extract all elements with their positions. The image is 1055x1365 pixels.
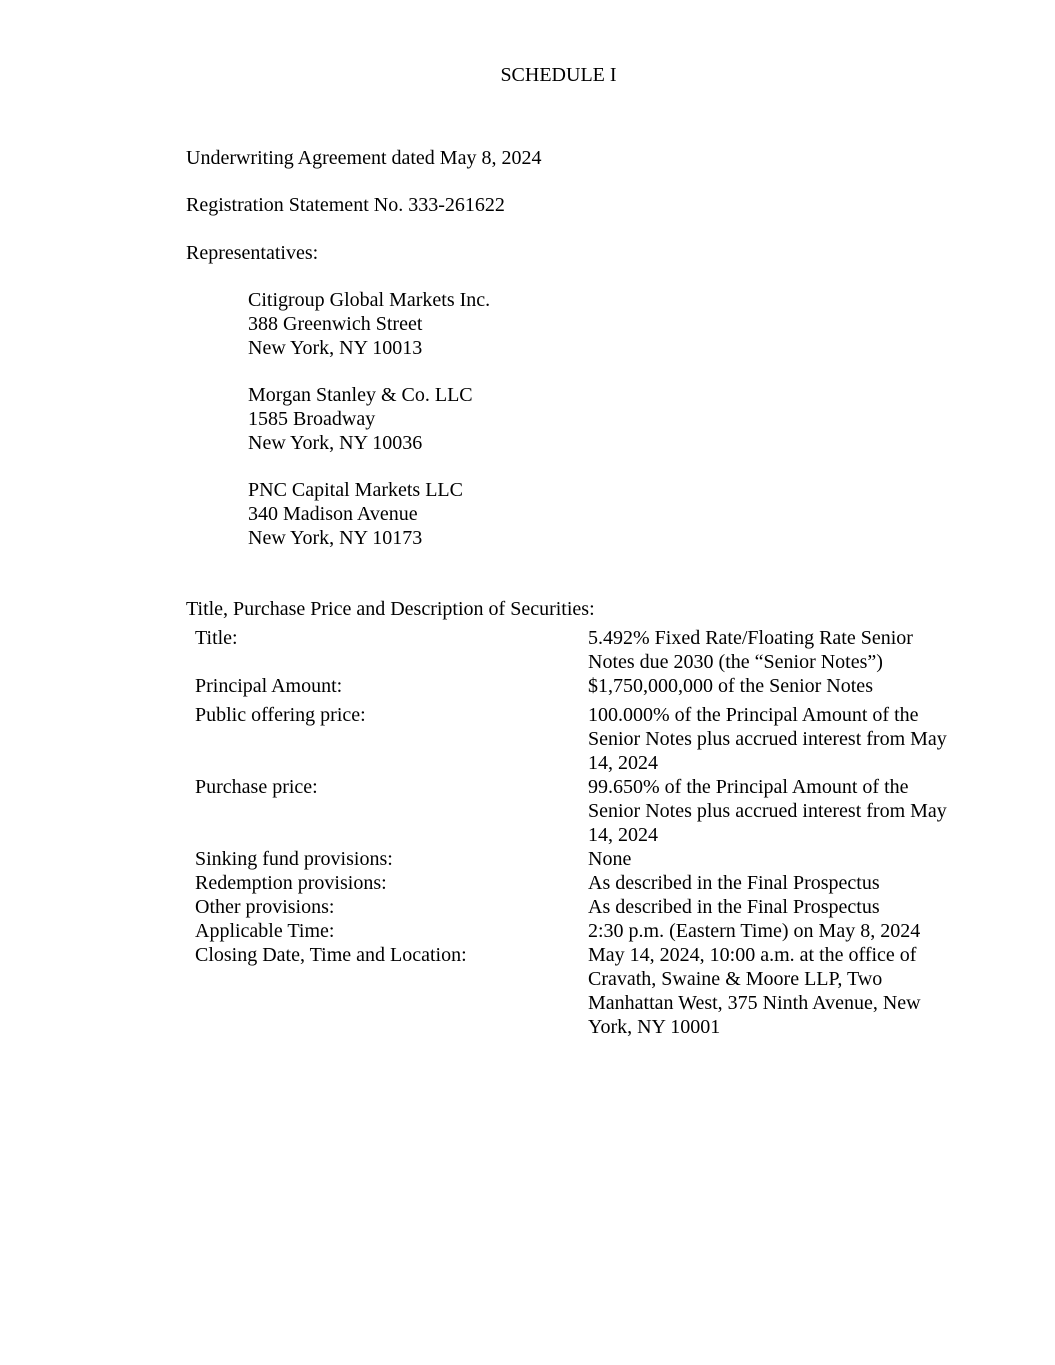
representative-morgan-stanley [248, 383, 473, 455]
term-value [588, 775, 968, 847]
representative-street: 1585 Broadway [248, 408, 376, 430]
term-row-redemption [195, 871, 975, 895]
representative-street: 388 Greenwich Street [248, 313, 423, 335]
term-value [588, 943, 968, 1039]
term-value-line: As described in the Final Prospectus [588, 896, 880, 918]
term-value [588, 871, 968, 895]
term-value [588, 703, 968, 775]
term-value-line: York, NY 10001 [588, 1016, 721, 1038]
term-value-line: Notes due 2030 (the “Senior Notes”) [588, 651, 883, 673]
representative-citigroup [248, 288, 490, 360]
term-label: Redemption provisions: [195, 872, 387, 894]
term-value-line: Manhattan West, 375 Ninth Avenue, New [588, 992, 921, 1014]
term-value-line: 14, 2024 [588, 824, 658, 846]
representative-city: New York, NY 10036 [248, 432, 423, 454]
term-row-sinking-fund [195, 847, 975, 871]
term-label: Other provisions: [195, 896, 335, 918]
term-row-other-provisions [195, 895, 975, 919]
agreement-line: Underwriting Agreement dated May 8, 2024 [186, 147, 542, 169]
term-value-line: Senior Notes plus accrued interest from May [588, 800, 947, 822]
term-label: Sinking fund provisions: [195, 848, 393, 870]
term-row-public-offering-price [195, 703, 975, 775]
term-row-title [195, 626, 975, 674]
representative-city: New York, NY 10173 [248, 527, 423, 549]
representative-name: Citigroup Global Markets Inc. [248, 289, 491, 311]
term-label: Purchase price: [195, 776, 318, 798]
representative-name: PNC Capital Markets LLC [248, 479, 463, 501]
term-value-line: As described in the Final Prospectus [588, 872, 880, 894]
term-value [588, 895, 968, 919]
representative-name: Morgan Stanley & Co. LLC [248, 384, 473, 406]
term-label: Title: [195, 627, 238, 649]
term-value-line: 99.650% of the Principal Amount of the [588, 776, 909, 798]
term-row-applicable-time [195, 919, 975, 943]
term-value-line: 100.000% of the Principal Amount of the [588, 704, 919, 726]
representative-pnc [248, 478, 463, 550]
representatives-label: Representatives: [186, 242, 319, 264]
representative-city: New York, NY 10013 [248, 337, 423, 359]
term-value-line: None [588, 848, 632, 870]
term-label: Applicable Time: [195, 920, 335, 942]
term-value-line: 2:30 p.m. (Eastern Time) on May 8, 2024 [588, 920, 921, 942]
securities-terms-table [195, 626, 975, 1039]
term-value-line: Cravath, Swaine & Moore LLP, Two [588, 968, 883, 990]
representative-street: 340 Madison Avenue [248, 503, 418, 525]
term-row-closing-date [195, 943, 975, 1039]
term-value-line: May 14, 2024, 10:00 a.m. at the office of [588, 944, 917, 966]
term-value-line: $1,750,000,000 of the Senior Notes [588, 675, 873, 697]
term-value [588, 847, 968, 871]
term-value [588, 626, 968, 674]
term-label: Public offering price: [195, 704, 366, 726]
schedule-heading: SCHEDULE I [500, 64, 617, 86]
term-row-principal-amount [195, 674, 975, 698]
term-value-line: Senior Notes plus accrued interest from May [588, 728, 947, 750]
term-value [588, 674, 968, 698]
term-label: Closing Date, Time and Location: [195, 944, 467, 966]
term-value [588, 919, 968, 943]
registration-line: Registration Statement No. 333-261622 [186, 194, 505, 216]
term-row-purchase-price [195, 775, 975, 847]
securities-label: Title, Purchase Price and Description of Securities: [186, 598, 595, 620]
term-value-line: 14, 2024 [588, 752, 658, 774]
term-value-line: 5.492% Fixed Rate/Floating Rate Senior [588, 627, 913, 649]
term-label: Principal Amount: [195, 675, 343, 697]
